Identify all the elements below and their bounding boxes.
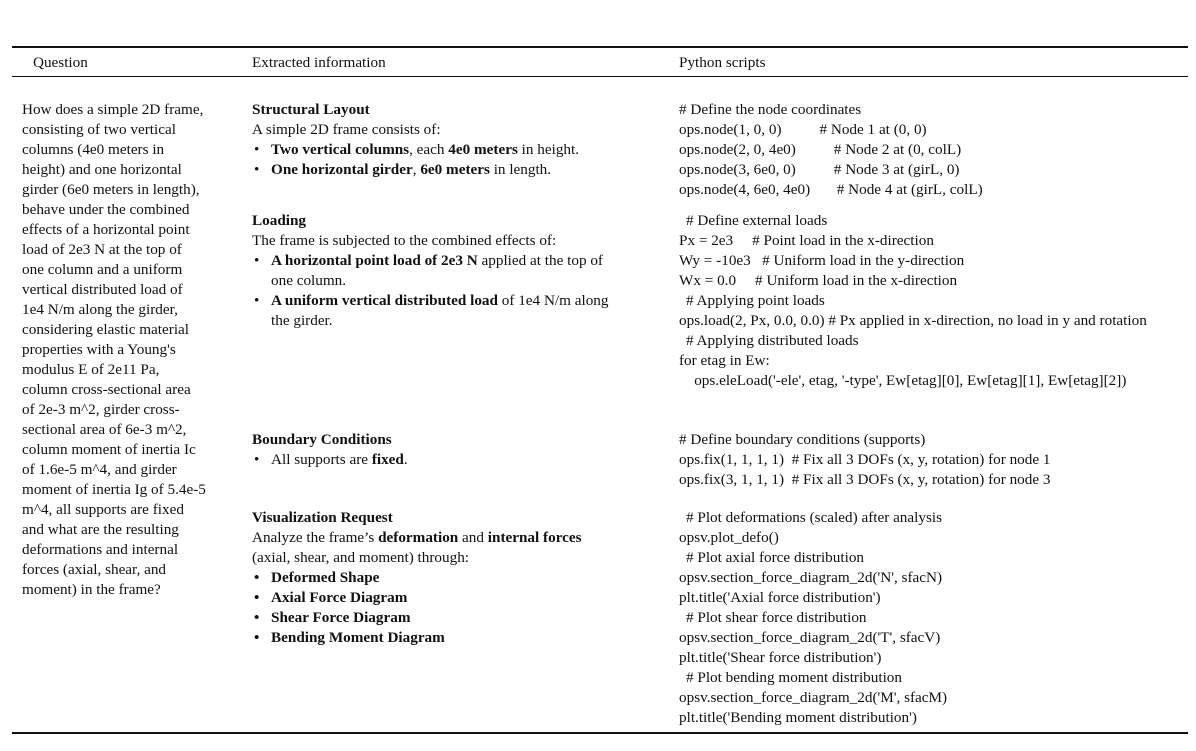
code-line: # Define external loads bbox=[686, 212, 828, 229]
code-line: ops.node(1, 0, 0) # Node 1 at (0, 0) bbox=[679, 121, 927, 138]
code-line: # Plot shear force distribution bbox=[686, 609, 867, 626]
code-line: Wy = -10e3 # Uniform load in the y-direction bbox=[679, 252, 965, 269]
code-line: plt.title('Shear force distribution') bbox=[679, 649, 882, 666]
code-line: ops.eleLoad('-ele', etag, '-type', Ew[etag][0], Ew[etag][1], Ew[etag][2]) bbox=[679, 372, 1127, 389]
bullet-item: • A uniform vertical distributed load of 1e4 N/m along the girder. bbox=[252, 291, 617, 331]
code-line: ops.node(2, 0, 4e0) # Node 2 at (0, colL) bbox=[679, 141, 962, 158]
code-block-boundary bbox=[679, 430, 1184, 490]
section-structural-layout bbox=[252, 100, 672, 180]
code-line: ops.fix(3, 1, 1, 1) # Fix all 3 DOFs (x, y, rotation) for node 3 bbox=[679, 471, 1051, 488]
code-line: ops.node(3, 6e0, 0) # Node 3 at (girL, 0) bbox=[679, 161, 960, 178]
code-line: # Plot deformations (scaled) after analysis bbox=[686, 509, 942, 526]
table-bottom-rule bbox=[12, 732, 1188, 734]
section-intro: Analyze the frame’s deformation and internal forces (axial, shear, and moment) through: bbox=[252, 529, 582, 566]
code-line: # Define the node coordinates bbox=[679, 101, 862, 118]
code-line: opsv.plot_defo() bbox=[679, 529, 779, 546]
table-top-rule bbox=[12, 46, 1188, 48]
section-boundary-conditions bbox=[252, 430, 672, 470]
section-title: Loading bbox=[252, 212, 307, 229]
section-loading bbox=[252, 211, 617, 331]
bullet-item: • Shear Force Diagram bbox=[252, 608, 582, 628]
bullet-item: • Deformed Shape bbox=[252, 568, 582, 588]
section-title: Boundary Conditions bbox=[252, 431, 392, 448]
code-line: # Plot bending moment distribution bbox=[686, 669, 902, 686]
code-line: opsv.section_force_diagram_2d('T', sfacV) bbox=[679, 629, 941, 646]
section-intro: The frame is subjected to the combined effects of: bbox=[252, 232, 557, 249]
code-line: for etag in Ew: bbox=[679, 352, 770, 369]
code-line: # Plot axial force distribution bbox=[686, 549, 865, 566]
bullet-item: • Bending Moment Diagram bbox=[252, 628, 582, 648]
bullet-item: • All supports are fixed. bbox=[252, 450, 672, 470]
header-extracted-information: Extracted information bbox=[252, 54, 386, 71]
section-intro: A simple 2D frame consists of: bbox=[252, 121, 441, 138]
code-block-loads bbox=[679, 211, 1176, 391]
code-line: # Applying point loads bbox=[686, 292, 825, 309]
code-line: plt.title('Bending moment distribution') bbox=[679, 709, 917, 726]
code-line: ops.fix(1, 1, 1, 1) # Fix all 3 DOFs (x, y, rotation) for node 1 bbox=[679, 451, 1051, 468]
section-title: Structural Layout bbox=[252, 101, 370, 118]
code-line: opsv.section_force_diagram_2d('M', sfacM) bbox=[679, 689, 948, 706]
code-line: # Define boundary conditions (supports) bbox=[679, 431, 926, 448]
code-line: ops.node(4, 6e0, 4e0) # Node 4 at (girL, colL) bbox=[679, 181, 983, 198]
code-line: ops.load(2, Px, 0.0, 0.0) # Px applied in x-direction, no load in y and rotation bbox=[679, 312, 1147, 329]
code-line: Wx = 0.0 # Uniform load in the x-direction bbox=[679, 272, 958, 289]
question-text: How does a simple 2D frame, consisting of two vertical columns (4e0 meters in height) and one horizontal girder (6e0 meters in length), behave under the combined effects of a horizontal point load of 2e3 N at the top of one column and a uniform vertical distributed load of 1e4 N/m along the girder, considering elastic material properties with a Young's modulus E of 2e11 Pa, column cross-sectional area of 2e-3 m^2, girder cross-sectional area of 6e-3 m^2, column moment of inertia Ic of 1.6e-5 m^4, and girder moment of inertia Ig of 5.4e-5 m^4, all supports are fixed and what are the resulting deformations and internal forces (axial, shear, and moment) in the frame? bbox=[22, 101, 206, 598]
code-line: plt.title('Axial force distribution') bbox=[679, 589, 881, 606]
code-block-nodes bbox=[679, 100, 1184, 200]
code-block-plots bbox=[679, 508, 1191, 728]
code-line: # Applying distributed loads bbox=[686, 332, 859, 349]
section-visualization-request bbox=[252, 508, 582, 648]
header-question: Question bbox=[33, 54, 88, 71]
header-python-scripts: Python scripts bbox=[679, 54, 766, 71]
bullet-item: • A horizontal point load of 2e3 N applied at the top of one column. bbox=[252, 251, 617, 291]
code-line: Px = 2e3 # Point load in the x-direction bbox=[679, 232, 934, 249]
code-line: opsv.section_force_diagram_2d('N', sfacN) bbox=[679, 569, 943, 586]
bullet-item: • Axial Force Diagram bbox=[252, 588, 582, 608]
bullet-item: • One horizontal girder, 6e0 meters in length. bbox=[252, 160, 672, 180]
bullet-item: • Two vertical columns, each 4e0 meters in height. bbox=[252, 140, 672, 160]
section-title: Visualization Request bbox=[252, 509, 393, 526]
table-header-rule bbox=[12, 76, 1188, 77]
